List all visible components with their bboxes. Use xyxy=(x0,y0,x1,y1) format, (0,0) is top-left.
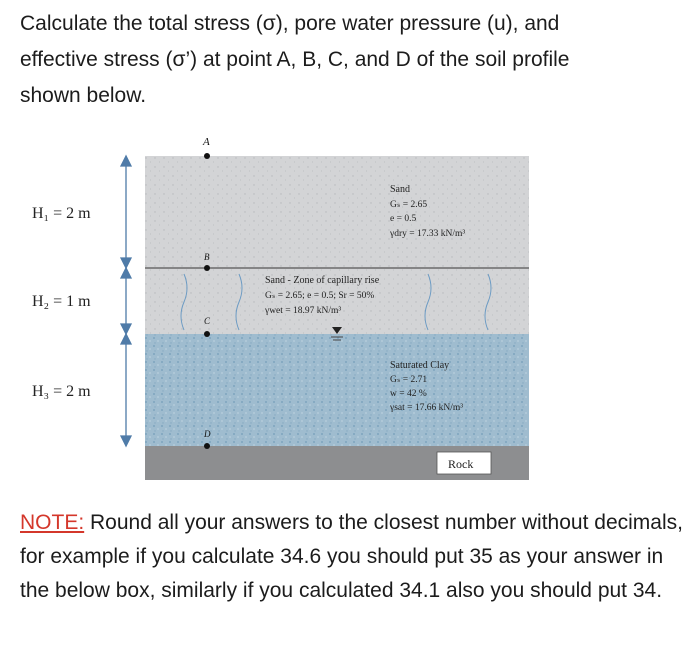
clay-w: w = 42 % xyxy=(390,389,427,399)
note-label: NOTE: xyxy=(20,511,85,534)
question-line-2: effective stress (σ’) at point A, B, C, and D of the soil profile xyxy=(20,48,570,71)
capillary-gamma-wet: γwet = 18.97 kN/m³ xyxy=(265,306,342,316)
capillary-title: Sand - Zone of capillary rise xyxy=(265,275,380,286)
question-line-1: Calculate the total stress (σ), pore water pressure (u), and xyxy=(20,12,560,35)
point-a-label: A xyxy=(203,136,210,148)
capillary-props: Gₛ = 2.65; e = 0.5; Sr = 50% xyxy=(265,291,375,301)
note-text: Round all your answers to the closest number without decimals, for example if you calculate 34.6 you should put 35 as your answer in the below box, similarly if you calculated 34.1 also you should put 34. xyxy=(20,511,683,602)
point-a-marker xyxy=(204,153,210,159)
clay-gamma-sat: γsat = 17.66 kN/m³ xyxy=(390,403,464,413)
clay-gs: Gₛ = 2.71 xyxy=(390,375,428,385)
soil-profile-diagram xyxy=(0,128,700,490)
point-c-marker xyxy=(204,331,210,337)
dimension-arrows xyxy=(121,156,131,446)
h1-label: H₁ = 2 m xyxy=(32,205,91,222)
point-d-marker xyxy=(204,443,210,449)
clay-layer xyxy=(145,334,529,446)
point-b-label: B xyxy=(204,252,210,262)
sand-layer xyxy=(145,156,529,268)
sand-gs: Gₛ = 2.65 xyxy=(390,200,428,210)
question-text xyxy=(20,6,685,114)
point-b-marker xyxy=(204,265,210,271)
soil-profile-figure xyxy=(0,128,700,490)
note-paragraph xyxy=(20,506,692,608)
h2-label: H₂ = 1 m xyxy=(32,293,91,310)
question-line-3: shown below. xyxy=(20,84,147,107)
sand-gamma-dry: γdry = 17.33 kN/m³ xyxy=(390,229,466,239)
point-d-label: D xyxy=(204,429,211,439)
h3-label: H₃ = 2 m xyxy=(32,383,91,400)
clay-title: Saturated Clay xyxy=(390,360,450,371)
sand-e: e = 0.5 xyxy=(390,214,417,224)
rock-label: Rock xyxy=(448,457,474,471)
point-c-label: C xyxy=(204,316,211,326)
sand-title: Sand xyxy=(390,184,410,195)
